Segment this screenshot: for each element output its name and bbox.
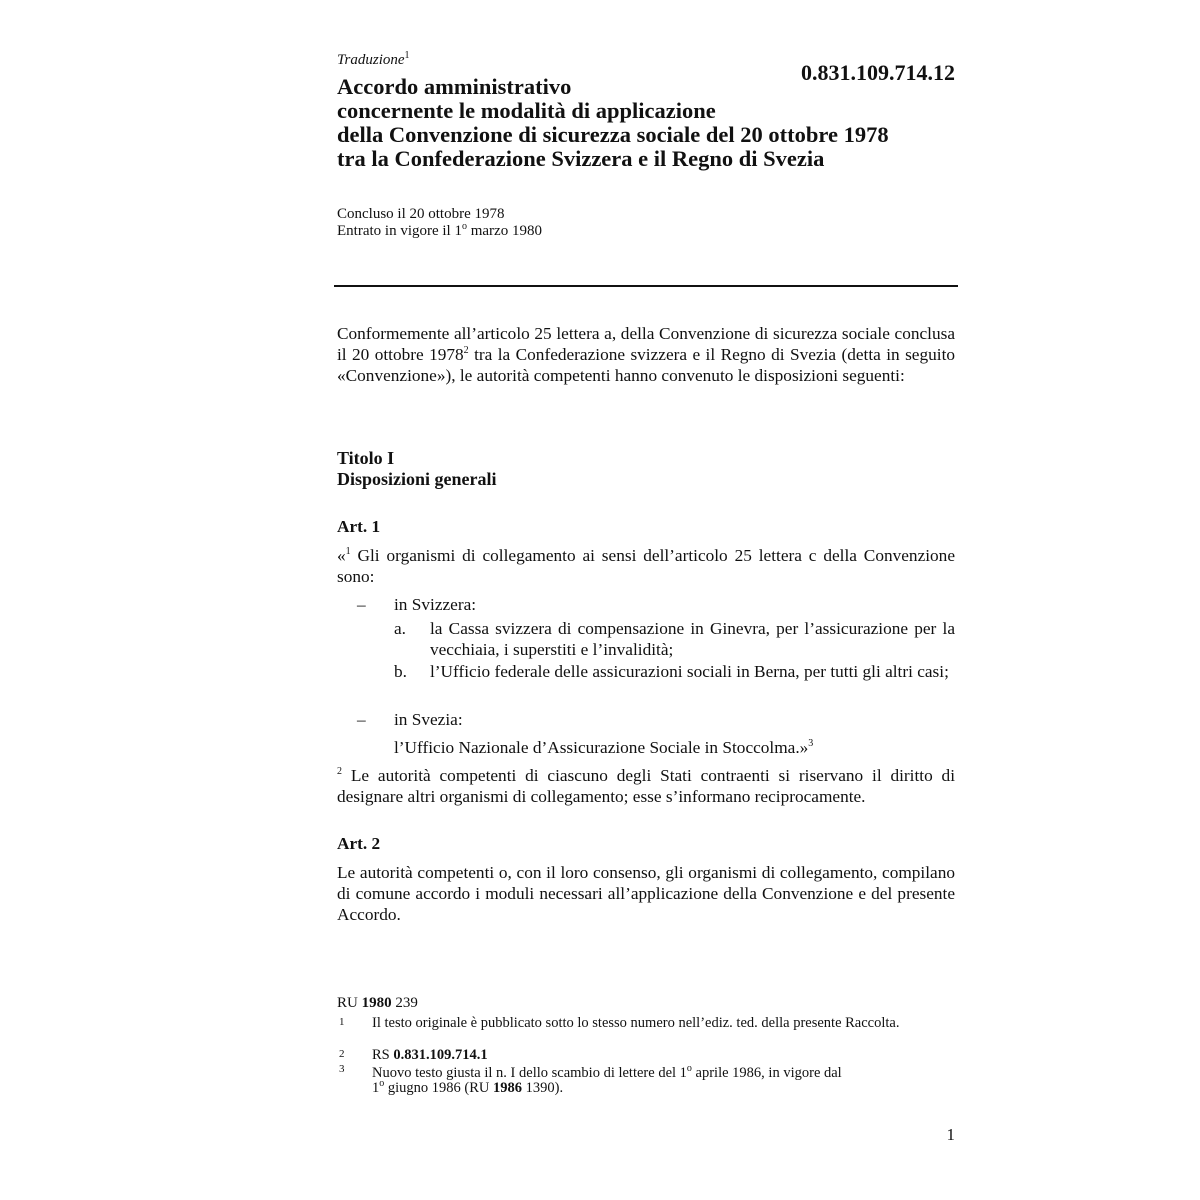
fn2-prefix: RS: [372, 1047, 394, 1063]
footnote-ref-3[interactable]: 3: [808, 738, 814, 750]
section-number: Titolo I: [337, 448, 395, 468]
list-item-svizzera: in Svizzera:: [394, 595, 477, 614]
sublist-label-b: b.: [394, 662, 407, 681]
list-dash: –: [357, 595, 366, 614]
paragraph-number: 1: [345, 546, 351, 558]
fn3-text: Nuovo testo giusta il n. I dello scambio di lettere del 1: [372, 1065, 687, 1081]
title-line: della Convenzione di sicurezza sociale del 20 ottobre 1978: [337, 122, 889, 147]
stoccolma-text: l’Ufficio Nazionale d’Assicurazione Sociale in Stoccolma.»: [394, 738, 809, 757]
document-title: [337, 75, 957, 171]
article-2-heading: Art. 2: [337, 834, 381, 853]
paragraph-number: 2: [337, 766, 342, 778]
sr-number: 0.831.109.714.12: [801, 60, 955, 85]
ru-prefix: RU: [337, 995, 362, 1011]
fn3-text: 1: [372, 1080, 380, 1096]
ordinal-sup: o: [461, 221, 467, 232]
paragraph-text: Le autorità competenti di ciascuno degli Stati contraenti si riservano il diritto di designare altri organismi di collegamento; esse s’informano reciprocamente.: [337, 766, 955, 806]
sublist-label-a: a.: [394, 619, 406, 638]
document-meta: [337, 206, 542, 240]
title-line: Accordo amministrativo: [337, 74, 572, 99]
paragraph-text: Gli organismi di collegamento ai sensi dell’articolo 25 lettera c della Convenzione sono:: [337, 546, 955, 586]
fn3-ru-year: 1986: [493, 1080, 522, 1096]
sublist-item-a: la Cassa svizzera di compensazione in Ginevra, per l’assicurazione per la vecchiaia, i superstiti e l’invalidità;: [430, 619, 955, 659]
article-1-paragraph-1: [337, 545, 955, 587]
ru-year: 1980: [361, 995, 392, 1011]
page-number: 1: [946, 1125, 955, 1144]
article-1-paragraph-2: [337, 765, 955, 807]
article-1-heading: Art. 1: [337, 517, 381, 536]
footnote-number: 1: [339, 1016, 345, 1028]
footnote-2-text: [372, 1048, 488, 1063]
ordinal-sup: o: [379, 1078, 385, 1090]
preamble-text-pre: Conformemente all’articolo 25 lettera a, della Convenzione di sicurezza sociale conclusa il 20 ottobre 1978: [337, 324, 955, 364]
fn3-text: 1390).: [522, 1080, 564, 1096]
title-line: concernente le modalità di applicazione: [337, 98, 716, 123]
title-line: tra la Confederazione Svizzera e il Regno di Svezia: [337, 146, 825, 171]
entry-text-pre: Entrato in vigore il 1: [337, 223, 462, 239]
ordinal-sup: o: [686, 1063, 692, 1075]
preamble-text-post: tra la Confederazione svizzera e il Regno di Svezia (detta in seguito «Convenzione»), le autorità competenti hanno convenuto le disposizioni seguenti:: [337, 345, 956, 385]
quote-open: «: [337, 546, 346, 565]
header-divider: [334, 285, 958, 287]
translation-word: Traduzione: [337, 52, 405, 68]
sublist-item-b: l’Ufficio federale delle assicurazioni sociali in Berna, per tutti gli altri casi;: [430, 662, 949, 681]
concluded-date: Concluso il 20 ottobre 1978: [337, 206, 505, 222]
preamble-paragraph: [337, 323, 955, 386]
footnote-ref-2[interactable]: 2: [463, 345, 469, 357]
footnote-number: 2: [339, 1048, 345, 1060]
entry-into-force: [337, 223, 542, 240]
ru-page: 239: [391, 995, 418, 1011]
article-2-paragraph: Le autorità competenti o, con il loro consenso, gli organismi di collegamento, compilano di comune accordo i moduli necessari all’applicazione della Convenzione e del presente Accordo.: [337, 863, 955, 924]
footnote-3-text: [372, 1063, 932, 1096]
section-name: Disposizioni generali: [337, 469, 497, 489]
footnote-1-text: Il testo originale è pubblicato sotto lo stesso numero nell’ediz. ted. della presente Raccolta.: [372, 1015, 900, 1031]
entry-text-post: marzo 1980: [466, 223, 542, 239]
list-item-svezia: in Svezia:: [394, 710, 463, 729]
fn3-text: giugno 1986 (RU: [384, 1080, 493, 1096]
ru-reference: [337, 995, 418, 1012]
footnote-number: 3: [339, 1063, 345, 1075]
fn2-sr-number[interactable]: 0.831.109.714.1: [393, 1047, 488, 1063]
translation-label: [337, 52, 410, 69]
section-title: [337, 448, 497, 490]
list-dash: –: [357, 710, 366, 729]
fn3-line-2: [372, 1078, 932, 1096]
fn3-text: aprile 1986, in vigore dal: [691, 1065, 842, 1081]
list-item-stoccolma: [394, 737, 813, 758]
footnote-ref-1[interactable]: 1: [404, 50, 410, 61]
fn3-line-1: [372, 1063, 932, 1081]
